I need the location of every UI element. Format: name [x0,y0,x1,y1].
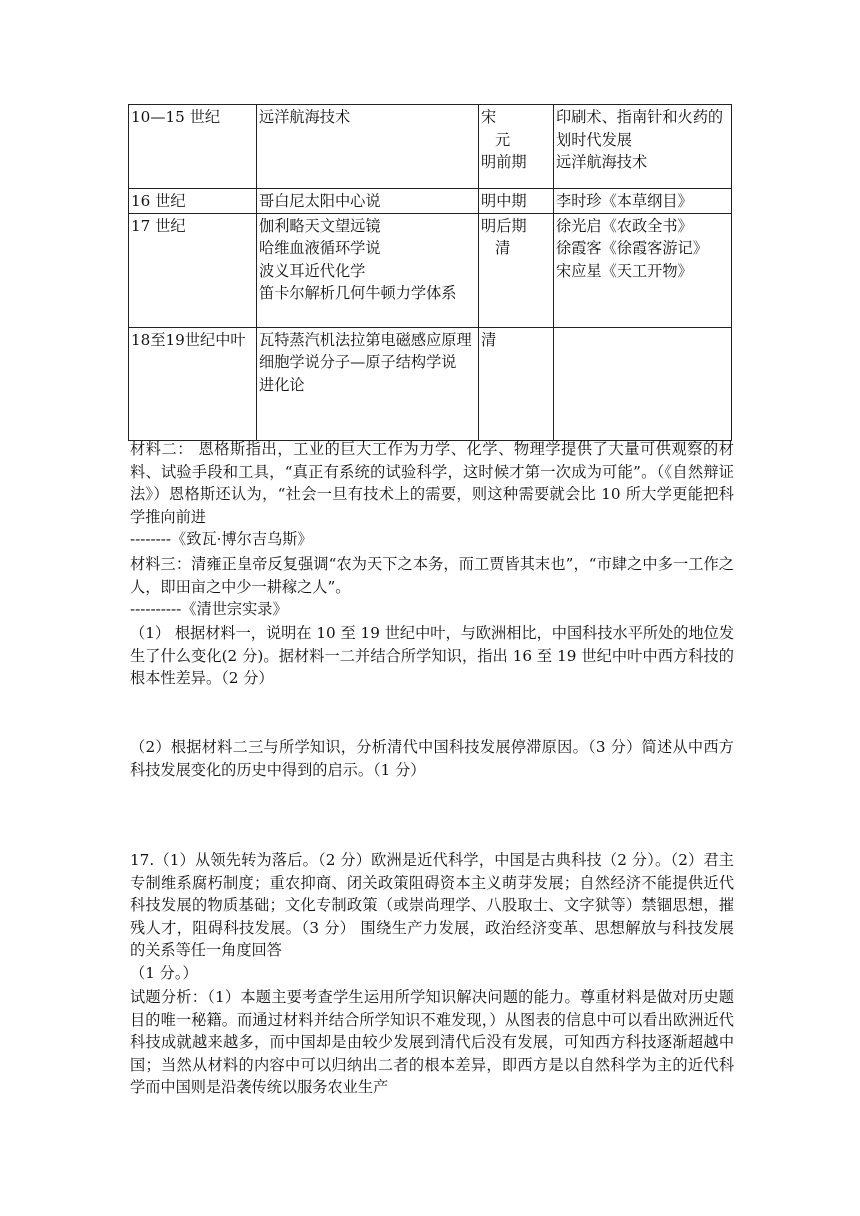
answer-text: 17.（1）从领先转为落后。（2 分）欧洲是近代科学，中国是古典科技（2 分）。（2）君主专制维系腐朽制度；重农抑商、闭关政策阻碍资本主义萌芽发展；自然经济不能提供近代科技发展的物质基础；文化专制政策（或崇尚理学、八股取士、文字狱等）禁锢思想，摧残人才，阻碍科技发展。（3 分） 围绕生产力发展，政治经济变革、思想解放与科技发展的关系等任一角度回答 [130,851,734,960]
dynasty-cell: 明后期 清 [479,213,554,327]
dynasty-cell: 清 [479,327,554,440]
question-one-text: （1） 根据材料一，说明在 10 至 19 世纪中叶，与欧洲相比，中国科技水平所处的地位发生了什么变化(2 分)。据材料一二并结合所学知识，指出 16 至 19 世纪中叶中西方科技的根本性差异。（2 分） [130,624,735,688]
europe-cell: 伽利略天文望远镜 哈维血液循环学说 波义耳近代化学 笛卡尔解析几何牛顿力学体系 [257,213,479,327]
question-two-text: （2）根据材料二三与所学知识，分析清代中国科技发展停滞原因。（3 分）简述从中西方科技发展变化的历史中得到的启示。（1 分） [130,738,734,779]
science-comparison-table [128,104,732,441]
material-three [130,553,734,621]
material-two-body: 材料二： 恩格斯指出，工业的巨大工作为力学、化学、物理学提供了大量可供观察的材料、试验手段和工具，“真正有系统的试验科学，这时候才第一次成为可能”。（《自然辩证法》）恩格斯还认为，“社会一旦有技术上的需要，则这种需要就会比 10 所大学更能把科学推向前进 [130,440,734,526]
dynasty-cell: 明中期 [479,189,554,214]
period-cell: 10—15 世纪 [129,105,257,189]
period-cell: 16 世纪 [129,189,257,214]
question-one [130,622,734,690]
china-cell: 徐光启《农政全书》 徐霞客《徐霞客游记》 宋应星《天工开物》 [554,213,732,327]
material-three-source: ----------《清世宗实录》 [130,600,288,619]
material-two [130,438,734,551]
table-row [129,105,732,189]
table-row [129,327,732,440]
dynasty-cell: 宋 元 明前期 [479,105,554,189]
china-cell: 李时珍《本草纲目》 [554,189,732,214]
period-cell: 18至19世纪中叶 [129,327,257,440]
question-two [130,736,734,781]
china-cell [554,327,732,440]
answer-tail: （1 分。） [130,963,198,982]
analysis-text: 试题分析：（1）本题主要考查学生运用所学知识解决问题的能力。尊重材料是做对历史题目的唯一秘籍。而通过材料并结合所学知识不难发现，）从图表的信息中可以看出欧洲近代科技成就越来越多，而中国却是由较少发展到清代后没有发展，可知西方科技逐渐超越中国；当然从材料的内容中可以归纳出二者的根本差异，即西方是以自然科学为主的近代科学而中国则是沿袭传统以服务农业生产 [130,988,734,1097]
material-three-body: 材料三：清雍正皇帝反复强调“农为天下之本务，而工贾皆其末也”，“市肆之中多一工作之人，即田亩之中少一耕稼之人”。 [130,555,734,596]
material-two-source: --------《致瓦·博尔吉乌斯》 [130,530,313,549]
europe-cell: 瓦特蒸汽机法拉第电磁感应原理 细胞学说分子—原子结构学说 进化论 [257,327,479,440]
period-cell: 17 世纪 [129,213,257,327]
table-row [129,189,732,214]
europe-cell: 哥白尼太阳中心说 [257,189,479,214]
china-cell: 印刷术、指南针和火药的划时代发展 远洋航海技术 [554,105,732,189]
answer-section [130,849,734,985]
europe-cell: 远洋航海技术 [257,105,479,189]
analysis-section [130,986,734,1099]
table-row [129,213,732,327]
